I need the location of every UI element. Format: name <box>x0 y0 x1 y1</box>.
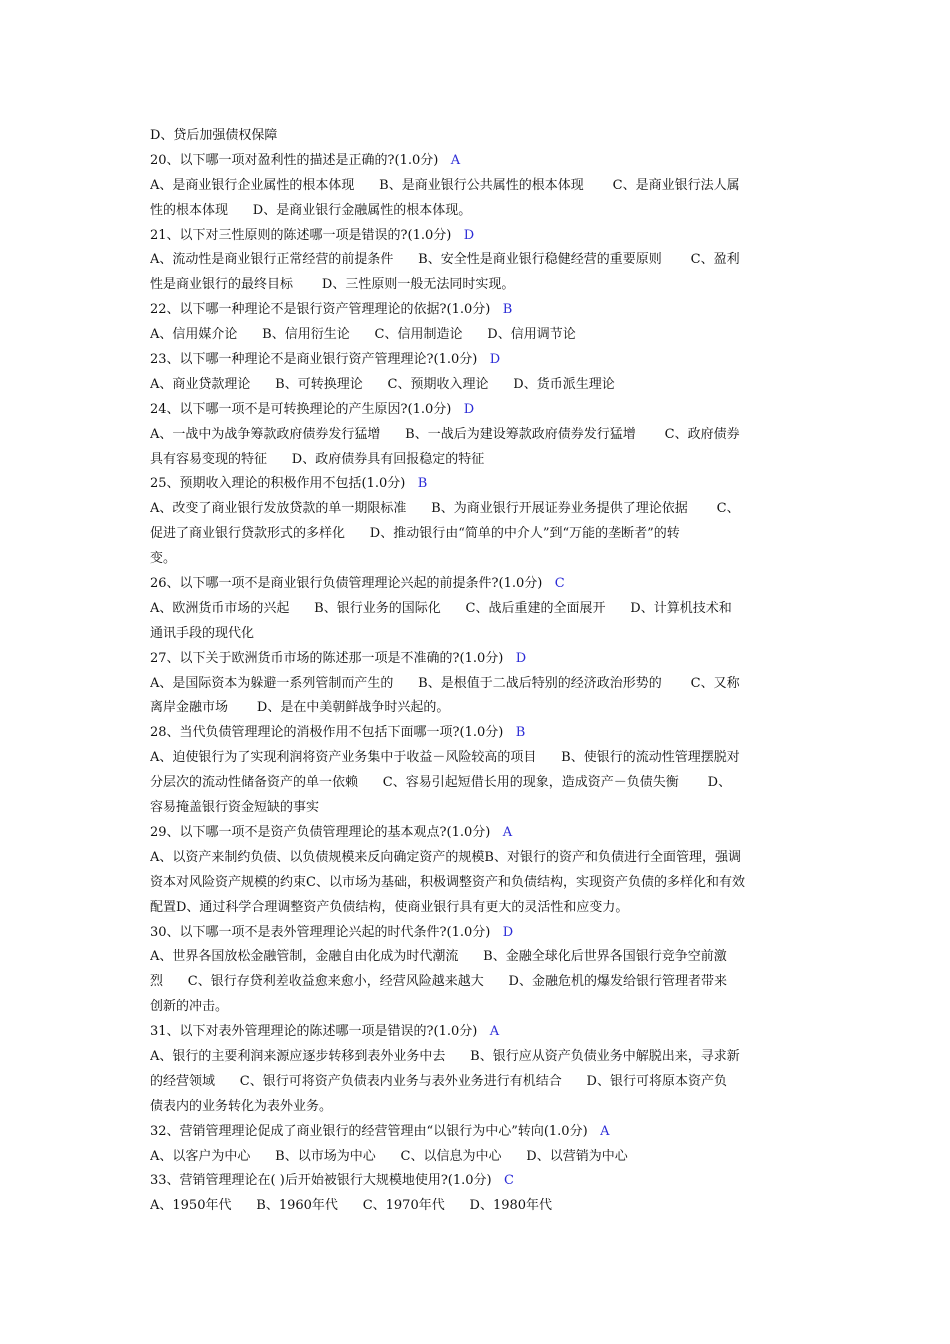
text-line <box>150 821 808 846</box>
line-text: A、世界各国放松金融管制，金融自由化成为时代潮流 B、金融全球化后世界各国银行竞争空前激 <box>150 949 727 965</box>
line-text: 21、以下对三性原则的陈述哪一项是错误的?(1.0分) <box>150 227 464 243</box>
text-line <box>150 497 808 522</box>
answer-key: C <box>554 576 565 592</box>
text-line <box>150 298 808 323</box>
line-text: A、迫使银行为了实现利润将资产业务集中于收益－风险较高的项目 B、使银行的流动性管理摆脱对 <box>150 750 740 766</box>
line-text: 32、营销管理理论促成了商业银行的经营管理由“以银行为中心”转向(1.0分) <box>150 1123 601 1139</box>
text-line <box>150 398 808 423</box>
line-text: A、一战中为战争筹款政府债券发行猛增 B、一战后为建设筹款政府债券发行猛增 C、政府债券 <box>150 426 740 442</box>
line-text: D、贷后加强债权保障 <box>150 128 278 143</box>
line-text: 债表内的业务转化为表外业务。 <box>150 1098 333 1114</box>
line-text: 的经营领域 C、银行可将资产负债表内业务与表外业务进行有机结合 D、银行可将原本资产负 <box>150 1073 727 1089</box>
answer-key: D <box>515 650 527 666</box>
answer-key: B <box>515 725 526 741</box>
text-line <box>150 472 808 497</box>
line-text: A、1950年代 B、1960年代 C、1970年代 D、1980年代 <box>150 1198 553 1214</box>
line-text: 25、预期收入理论的积极作用不包括(1.0分) <box>150 476 418 492</box>
text-line <box>150 448 808 473</box>
line-text: 27、以下关于欧洲货币市场的陈述那一项是不准确的?(1.0分) <box>150 650 516 666</box>
answer-key: D <box>489 352 501 368</box>
text-line <box>150 522 808 547</box>
text-line <box>150 672 808 697</box>
line-text: 分层次的流动性储备资产的单一依赖 C、容易引起短借长用的现象，造成资产－负债失衡 D、 <box>150 775 732 791</box>
line-text: 资本对风险资产规模的约束C、以市场为基础，积极调整资产和负债结构，实现资产负债的多样化和有效 <box>150 874 745 890</box>
line-text: 28、当代负债管理理论的消极作用不包括下面哪一项?(1.0分) <box>150 725 516 741</box>
text-line <box>150 921 808 946</box>
answer-key: B <box>502 302 513 318</box>
line-text: 具有容易变现的特征 D、政府债券具有回报稳定的特征 <box>150 451 485 467</box>
text-line <box>150 1095 808 1120</box>
text-line <box>150 995 808 1020</box>
text-line <box>150 1194 808 1219</box>
answer-key: B <box>417 476 428 492</box>
text-line <box>150 373 808 398</box>
text-line <box>150 1070 808 1095</box>
answer-key: D <box>463 401 475 417</box>
line-text: 创新的冲击。 <box>150 999 229 1015</box>
text-line <box>150 871 808 896</box>
line-text: 22、以下哪一种理论不是银行资产管理理论的依据?(1.0分) <box>150 302 503 318</box>
line-text: A、改变了商业银行发放贷款的单一期限标准 B、为商业银行开展证券业务提供了理论依据 C、 <box>150 501 740 517</box>
text-line <box>150 547 808 572</box>
line-text: A、信用媒介论 B、信用衍生论 C、信用制造论 D、信用调节论 <box>150 327 576 343</box>
text-line <box>150 1120 808 1145</box>
answer-key: A <box>600 1123 610 1139</box>
text-line <box>150 1145 808 1170</box>
text-line <box>150 1169 808 1194</box>
line-text: 26、以下哪一项不是商业银行负债管理理论兴起的前提条件?(1.0分) <box>150 576 555 592</box>
line-text: 23、以下哪一种理论不是商业银行资产管理理论?(1.0分) <box>150 352 490 368</box>
line-text: 30、以下哪一项不是表外管理理论兴起的时代条件?(1.0分) <box>150 924 503 940</box>
text-line <box>150 199 808 224</box>
line-text: 容易掩盖银行资金短缺的事实 <box>150 800 320 816</box>
line-text: 性是商业银行的最终目标 D、三性原则一般无法同时实现。 <box>150 277 515 293</box>
text-line <box>150 323 808 348</box>
line-text: A、流动性是商业银行正常经营的前提条件 B、安全性是商业银行稳健经营的重要原则 C、盈利 <box>150 252 740 268</box>
line-text: 20、以下哪一项对盈利性的描述是正确的?(1.0分) <box>150 152 451 168</box>
text-line <box>150 721 808 746</box>
text-line <box>150 597 808 622</box>
line-text: A、以客户为中心 B、以市场为中心 C、以信息为中心 D、以营销为中心 <box>150 1148 628 1164</box>
text-line <box>150 174 808 199</box>
text-line <box>150 572 808 597</box>
line-text: 配置D、通过科学合理调整资产负债结构，使商业银行具有更大的灵活性和应变力。 <box>150 899 629 915</box>
line-text: 29、以下哪一项不是资产负债管理理论的基本观点?(1.0分) <box>150 824 503 840</box>
line-text: 变。 <box>150 551 177 567</box>
text-line <box>150 273 808 298</box>
line-text: A、是商业银行企业属性的根本体现 B、是商业银行公共属性的根本体现 C、是商业银行法人属 <box>150 177 740 193</box>
line-text: 性的根本体现 D、是商业银行金融属性的根本体现。 <box>150 202 472 218</box>
line-text: A、欧洲货币市场的兴起 B、银行业务的国际化 C、战后重建的全面展开 D、计算机技术和 <box>150 600 732 616</box>
text-line <box>150 771 808 796</box>
document-page <box>150 124 808 1219</box>
line-text: A、以资产来制约负债、以负债规模来反向确定资产的规模B、对银行的资产和负债进行全面管理，强调 <box>150 849 741 865</box>
text-line <box>150 647 808 672</box>
text-line <box>150 896 808 921</box>
answer-key: D <box>502 924 514 940</box>
text-line <box>150 846 808 871</box>
line-text: 促进了商业银行贷款形式的多样化 D、推动银行由“简单的中介人”到“万能的垄断者”的转 <box>150 526 680 542</box>
line-text: 通讯手段的现代化 <box>150 625 255 641</box>
text-line <box>150 796 808 821</box>
text-line <box>150 1045 808 1070</box>
answer-key: A <box>450 152 461 168</box>
line-text: 33、营销管理理论在( )后开始被银行大规模地使用?(1.0分) <box>150 1173 505 1189</box>
text-line <box>150 224 808 249</box>
line-text: 烈 C、银行存贷利差收益愈来愈小，经营风险越来越大 D、金融危机的爆发给银行管理者带来 <box>150 974 727 990</box>
text-line <box>150 622 808 647</box>
answer-key: C <box>504 1173 514 1189</box>
line-text: 24、以下哪一项不是可转换理论的产生原因?(1.0分) <box>150 401 464 417</box>
text-line <box>150 348 808 373</box>
text-line <box>150 1020 808 1045</box>
line-text: A、是国际资本为躲避一系列管制而产生的 B、是根值于二战后特别的经济政治形势的 C、又称 <box>150 675 740 691</box>
text-line <box>150 746 808 771</box>
text-line <box>150 970 808 995</box>
answer-key: A <box>502 824 513 840</box>
text-line <box>150 423 808 448</box>
text-line <box>150 248 808 273</box>
text-line <box>150 149 808 174</box>
text-line <box>150 696 808 721</box>
line-text: A、银行的主要利润来源应逐步转移到表外业务中去 B、银行应从资产负债业务中解脱出来，寻求新 <box>150 1048 740 1064</box>
line-text: 离岸金融市场 D、是在中美朝鲜战争时兴起的。 <box>150 700 450 716</box>
line-text: A、商业贷款理论 B、可转换理论 C、预期收入理论 D、货币派生理论 <box>150 376 615 392</box>
answer-key: A <box>489 1024 500 1040</box>
text-line <box>150 124 808 149</box>
line-text: 31、以下对表外管理理论的陈述哪一项是错误的?(1.0分) <box>150 1024 490 1040</box>
text-line <box>150 945 808 970</box>
answer-key: D <box>463 227 475 243</box>
